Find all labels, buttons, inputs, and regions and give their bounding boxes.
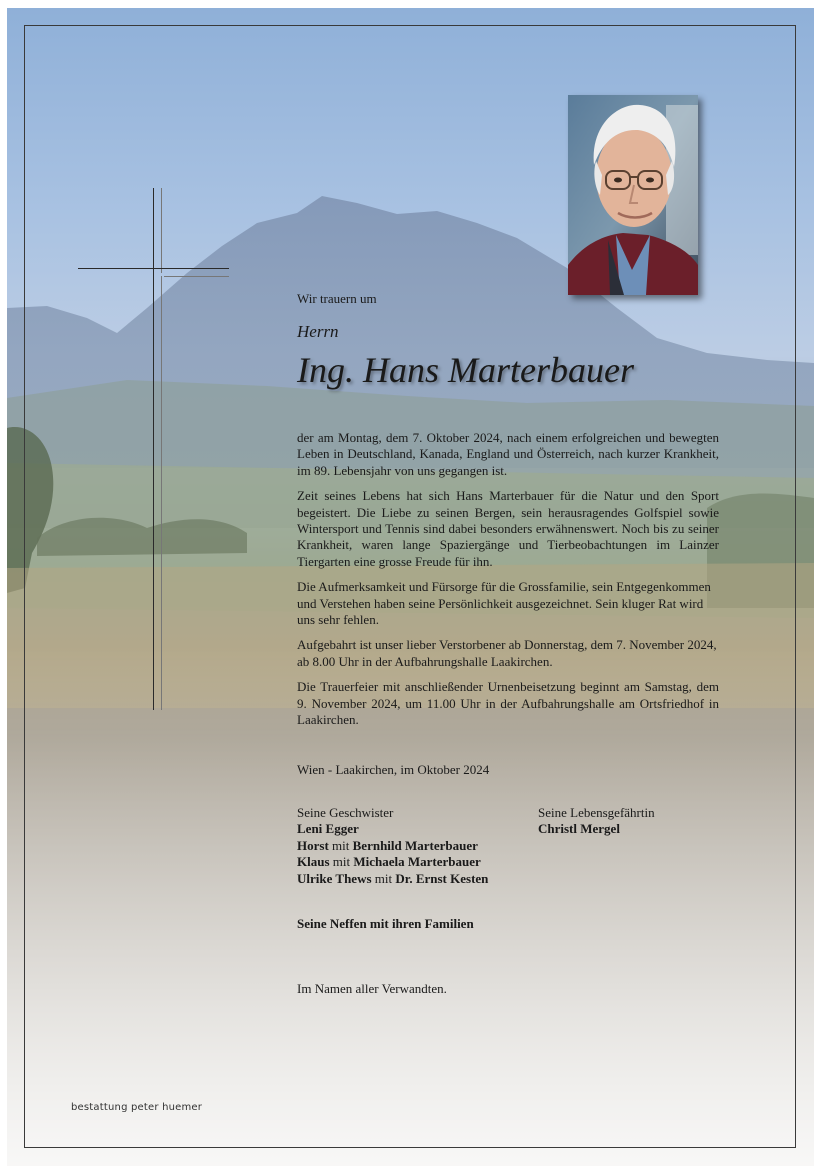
sibling-name: Leni Egger [297, 821, 359, 837]
undertaker-credit: bestattung peter huemer [71, 1102, 203, 1113]
sibling-row [297, 871, 537, 887]
cross-horizontal-inner [164, 276, 229, 277]
closing-line: Im Namen aller Verwandten. [297, 981, 447, 996]
sibling-partner: Bernhild Marterbauer [352, 837, 478, 853]
partner-name: Christl Mergel [538, 821, 620, 837]
paragraph-viewing: Aufgebahrt ist unser lieber Verstorbener ab Donnerstag, dem 7. November 2024, ab 8.00 Uhr in der Aufbahrungshalle Laakirchen. [297, 637, 717, 669]
sibling-name: Ulrike Thews [297, 870, 372, 886]
intro-text: Wir trauern um [297, 291, 377, 306]
cross-horizontal [78, 268, 229, 269]
deceased-name: Ing. Hans Marterbauer [297, 350, 634, 390]
sibling-name: Klaus [297, 854, 330, 870]
cross-vertical-inner-lower [161, 276, 162, 710]
paragraph-life: Zeit seines Lebens hat sich Hans Marterbauer für die Natur und den Sport begeistert. Die Liebe zu seinen Bergen, sein herausragendes Golfspiel sowie Wintersport und Tennis sind dabei besonders erwähnenswert. Noch bis zu seiner Krankheit, waren lange Spaziergänge und Tierbeobachtungen im Lainzer Tiergarten eine grosse Freude für ihn. [297, 488, 719, 569]
sibling-row [297, 821, 537, 837]
paragraph-funeral: Die Trauerfeier mit anschließender Urnenbeisetzung beginnt am Samstag, dem 9. November 2024, um 11.00 Uhr in der Aufbahrungshalle am Ortsfriedhof in Laakirchen. [297, 679, 719, 728]
sibling-connector: mit [328, 837, 353, 853]
siblings-list [297, 805, 537, 887]
sibling-connector: mit [371, 870, 396, 886]
sibling-name: Horst [297, 837, 329, 853]
sibling-row [297, 838, 537, 854]
paragraph-death: der am Montag, dem 7. Oktober 2024, nach einem erfolgreichen und bewegten Leben in Deutschland, Kanada, England und Österreich, nach kurzer Krankheit, im 89. Lebensjahr von uns gegangen ist. [297, 430, 719, 478]
portrait-photo [568, 95, 698, 295]
obituary-body [297, 430, 719, 738]
partner-block [538, 805, 738, 838]
sibling-partner: Michaela Marterbauer [353, 854, 481, 870]
sibling-connector: mit [329, 854, 354, 870]
cross-vertical-inner [161, 188, 162, 273]
paragraph-family: Die Aufmerksamkeit und Fürsorge für die Grossfamilie, sein Entgegenkommen und Verstehen haben seine Persönlichkeit ausgezeichnet. Sein kluger Rat wird uns sehr fehlen. [297, 579, 711, 628]
nephews-line: Seine Neffen mit ihren Familien [297, 916, 474, 931]
cross-vertical [153, 188, 154, 710]
parte-sheet [7, 8, 814, 1166]
salutation: Herrn [297, 322, 339, 341]
siblings-heading: Seine Geschwister [297, 805, 394, 820]
sibling-row [297, 854, 537, 870]
partner-heading: Seine Lebensgefährtin [538, 805, 655, 820]
sibling-partner: Dr. Ernst Kesten [395, 870, 489, 886]
place-date: Wien - Laakirchen, im Oktober 2024 [297, 762, 490, 777]
